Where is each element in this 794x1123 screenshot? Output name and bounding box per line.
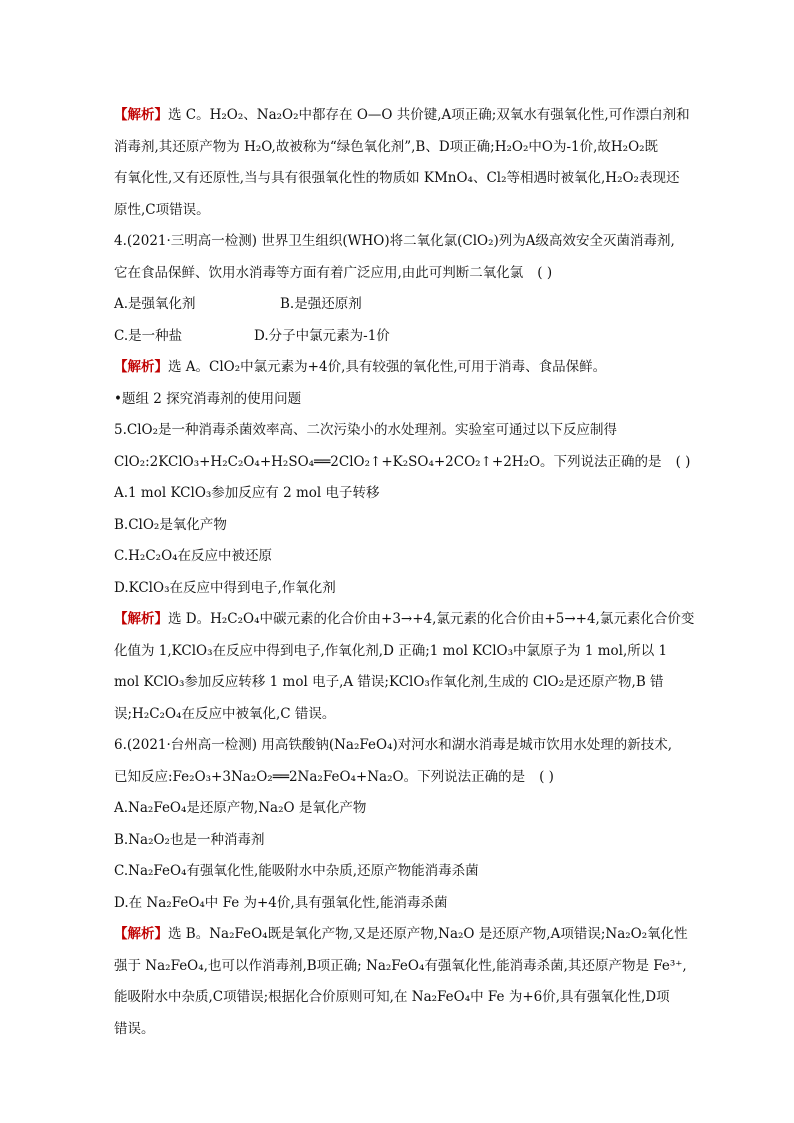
- analysis-line: 强于 Na₂FeO₄,也可以作消毒剂,B项正确; Na₂FeO₄有强氧化性,能消毒杀菌,其还原产物是 Fe³⁺,: [114, 957, 687, 974]
- option-d: D.分子中氯元素为-1价: [254, 327, 390, 344]
- stem-text: 它在食品保鲜、饮用水消毒等方面有着广泛应用,由此可判断二氧化氯: [114, 264, 524, 281]
- option-b: B.Na₂O₂也是一种消毒剂: [114, 831, 265, 848]
- analysis-line: [114, 352, 684, 384]
- question-6-stem: [114, 762, 684, 794]
- option-row: [114, 321, 684, 353]
- question-4-stem: [114, 258, 684, 290]
- analysis-line: 化值为 1,KClO₃在反应中得到电子,作氧化剂,D 正确;1 mol KClO₃中氯原子为 1 mol,所以 1: [114, 642, 668, 659]
- analysis-line: [114, 604, 695, 636]
- option-d: D.在 Na₂FeO₄中 Fe 为+4价,具有强氧化性,能消毒杀菌: [114, 894, 448, 911]
- analysis-line: [114, 100, 690, 132]
- answer-parentheses: ( ): [537, 264, 553, 281]
- option-d: D.KClO₃在反应中得到电子,作氧化剂: [114, 579, 336, 596]
- analysis-line: 消毒剂,其还原产物为 H₂O,故被称为“绿色氧化剂”,B、D项正确;H₂O₂中O为-1价,故H₂O₂既: [114, 138, 659, 155]
- option-b: B.是强还原剂: [280, 296, 362, 312]
- analysis-line: 错误。: [114, 1020, 155, 1037]
- option-c: C.是一种盐: [114, 327, 183, 344]
- analysis-line: 误;H₂C₂O₄在反应中被氧化,C 错误。: [114, 705, 336, 722]
- answer-parentheses: ( ): [675, 453, 691, 470]
- question-5-stem: 5.ClO₂是一种消毒杀菌效率高、二次污染小的水处理剂。实验室可通过以下反应制得: [114, 422, 618, 438]
- analysis-tag: 【解析】: [114, 926, 168, 942]
- answer-parentheses: ( ): [539, 768, 554, 785]
- question-5-stem: [114, 447, 691, 479]
- analysis-tag: 【解析】: [114, 107, 168, 123]
- option-b: B.ClO₂是氧化产物: [114, 516, 227, 533]
- question-6-stem: 6.(2021·台州高一检测) 用高铁酸钠(Na₂FeO₄)对河水和湖水消毒是城市饮用水处理的新技术,: [114, 737, 673, 753]
- group-heading: •题组 2 探究消毒剂的使用问题: [114, 390, 302, 407]
- analysis-line: [114, 919, 688, 951]
- analysis-text: 选 A。ClO₂中氯元素为+4价,具有较强的氧化性,可用于消毒、食品保鲜。: [168, 359, 607, 375]
- document-content: [114, 100, 695, 1045]
- analysis-line: 有氧化性,又有还原性,当与具有很强氧化性的物质如 KMnO₄、Cl₂等相遇时被氧化,H₂O₂表现还: [114, 170, 680, 186]
- stem-text: ClO₂:2KClO₃+H₂C₂O₄+H₂SO₄══2ClO₂↑+K₂SO₄+2CO₂↑+2H₂O。下列说法正确的是: [114, 453, 662, 470]
- option-a: A.Na₂FeO₄是还原产物,Na₂O 是氧化产物: [114, 800, 367, 816]
- option-c: C.H₂C₂O₄在反应中被还原: [114, 548, 273, 564]
- analysis-line: mol KClO₃参加反应转移 1 mol 电子,A 错误;KClO₃作氧化剂,生成的 ClO₂是还原产物,B 错: [114, 674, 664, 690]
- analysis-line: 原性,C项错误。: [114, 201, 210, 218]
- analysis-line: 能吸附水中杂质,C项错误;根据化合价原则可知,在 Na₂FeO₄中 Fe 为+6价,具有强氧化性,D项: [114, 989, 670, 1005]
- option-row: [114, 289, 684, 321]
- option-a: A.1 mol KClO₃参加反应有 2 mol 电子转移: [114, 485, 380, 501]
- question-4-stem: 4.(2021·三明高一检测) 世界卫生组织(WHO)将二氧化氯(ClO₂)列为A级高效安全灭菌消毒剂,: [114, 233, 675, 249]
- analysis-text: 选 C。H₂O₂、Na₂O₂中都存在 O—O 共价键,A项正确;双氧水有强氧化性,可作漂白剂和: [168, 107, 690, 123]
- option-c: C.Na₂FeO₄有强氧化性,能吸附水中杂质,还原产物能消毒杀菌: [114, 863, 479, 879]
- stem-text: 已知反应:Fe₂O₃+3Na₂O₂══2Na₂FeO₄+Na₂O。下列说法正确的是: [114, 768, 526, 785]
- analysis-tag: 【解析】: [114, 611, 168, 627]
- analysis-text: 选 B。Na₂FeO₄既是氧化产物,又是还原产物,Na₂O 是还原产物,A项错误;Na₂O₂氧化性: [168, 926, 688, 942]
- option-a: A.是强氧化剂: [114, 296, 196, 312]
- analysis-text: 选 D。H₂C₂O₄中碳元素的化合价由+3→+4,氯元素的化合价由+5→+4,氯元素化合价变: [168, 611, 695, 627]
- analysis-tag: 【解析】: [114, 359, 168, 375]
